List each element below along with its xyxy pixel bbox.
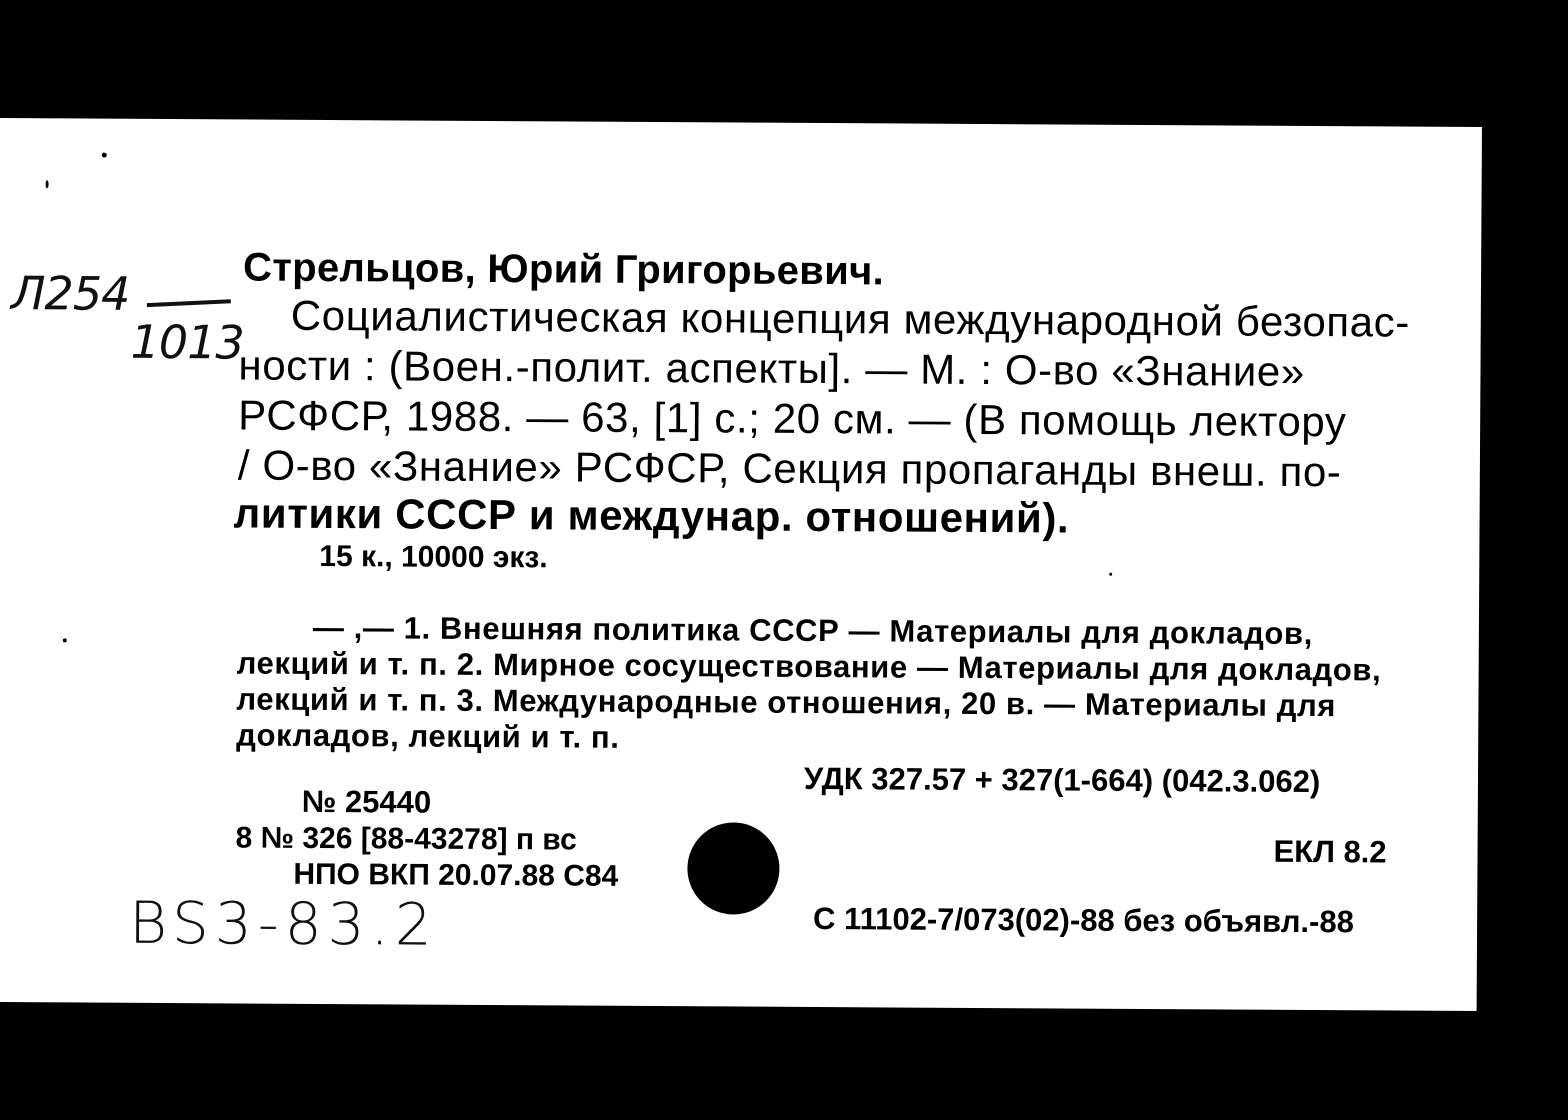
subject-line-3: лекций и т. п. 3. Международные отношения, 20 в. — Материалы для bbox=[236, 681, 1337, 724]
subject-line-4: докладов, лекций и т. п. bbox=[236, 717, 620, 755]
shelfmark-divider bbox=[147, 299, 231, 307]
subject-line-2: лекций и т. п. 2. Мирное сосуществование — Материалы для докладов, bbox=[236, 645, 1382, 688]
punch-hole bbox=[687, 822, 780, 915]
udk-code: УДК 327.57 + 327(1-664) (042.3.062) bbox=[803, 760, 1321, 800]
scan-speck bbox=[46, 180, 49, 188]
npo-line: НПО ВКП 20.07.88 С84 bbox=[293, 857, 619, 893]
shelfmark-top: Л254 bbox=[10, 266, 130, 321]
author-heading: Стрельцов, Юрий Григорьевич. bbox=[242, 245, 885, 294]
price-and-print-run: 15 к., 10000 экз. bbox=[319, 539, 548, 575]
ekl-code: ЕКЛ 8.2 bbox=[1273, 833, 1387, 870]
accession-line: 8 № 326 [88-43278] п вс bbox=[235, 821, 577, 857]
scan-speck bbox=[1109, 573, 1112, 576]
scan-speck bbox=[102, 153, 107, 158]
title-line-2: ности : (Воен.-полит. аспекты]. — М. : О-во «Знание» bbox=[238, 341, 1305, 395]
title-line-4: / О-во «Знание» РСФСР, Секция пропаганды внеш. по- bbox=[237, 441, 1342, 496]
card-number: № 25440 bbox=[301, 783, 432, 820]
scan-speck bbox=[63, 638, 67, 642]
catalog-code: С 11102-7/073(02)-88 без объявл.-88 bbox=[813, 900, 1354, 940]
title-line-1: Социалистическая концепция международной безопас- bbox=[290, 291, 1411, 346]
title-line-5: литики СССР и междунар. отношений). bbox=[233, 489, 1070, 542]
handwritten-code: BS3-83.2 bbox=[128, 888, 439, 959]
catalog-card bbox=[0, 118, 1482, 1011]
title-line-3: РСФСР, 1988. — 63, [1] с.; 20 см. — (В помощь лектору bbox=[238, 391, 1347, 446]
subject-line-1: — ,— 1. Внешняя политика СССР — Материалы для докладов, bbox=[312, 609, 1313, 652]
shelfmark-bottom: 1013 bbox=[130, 314, 244, 370]
